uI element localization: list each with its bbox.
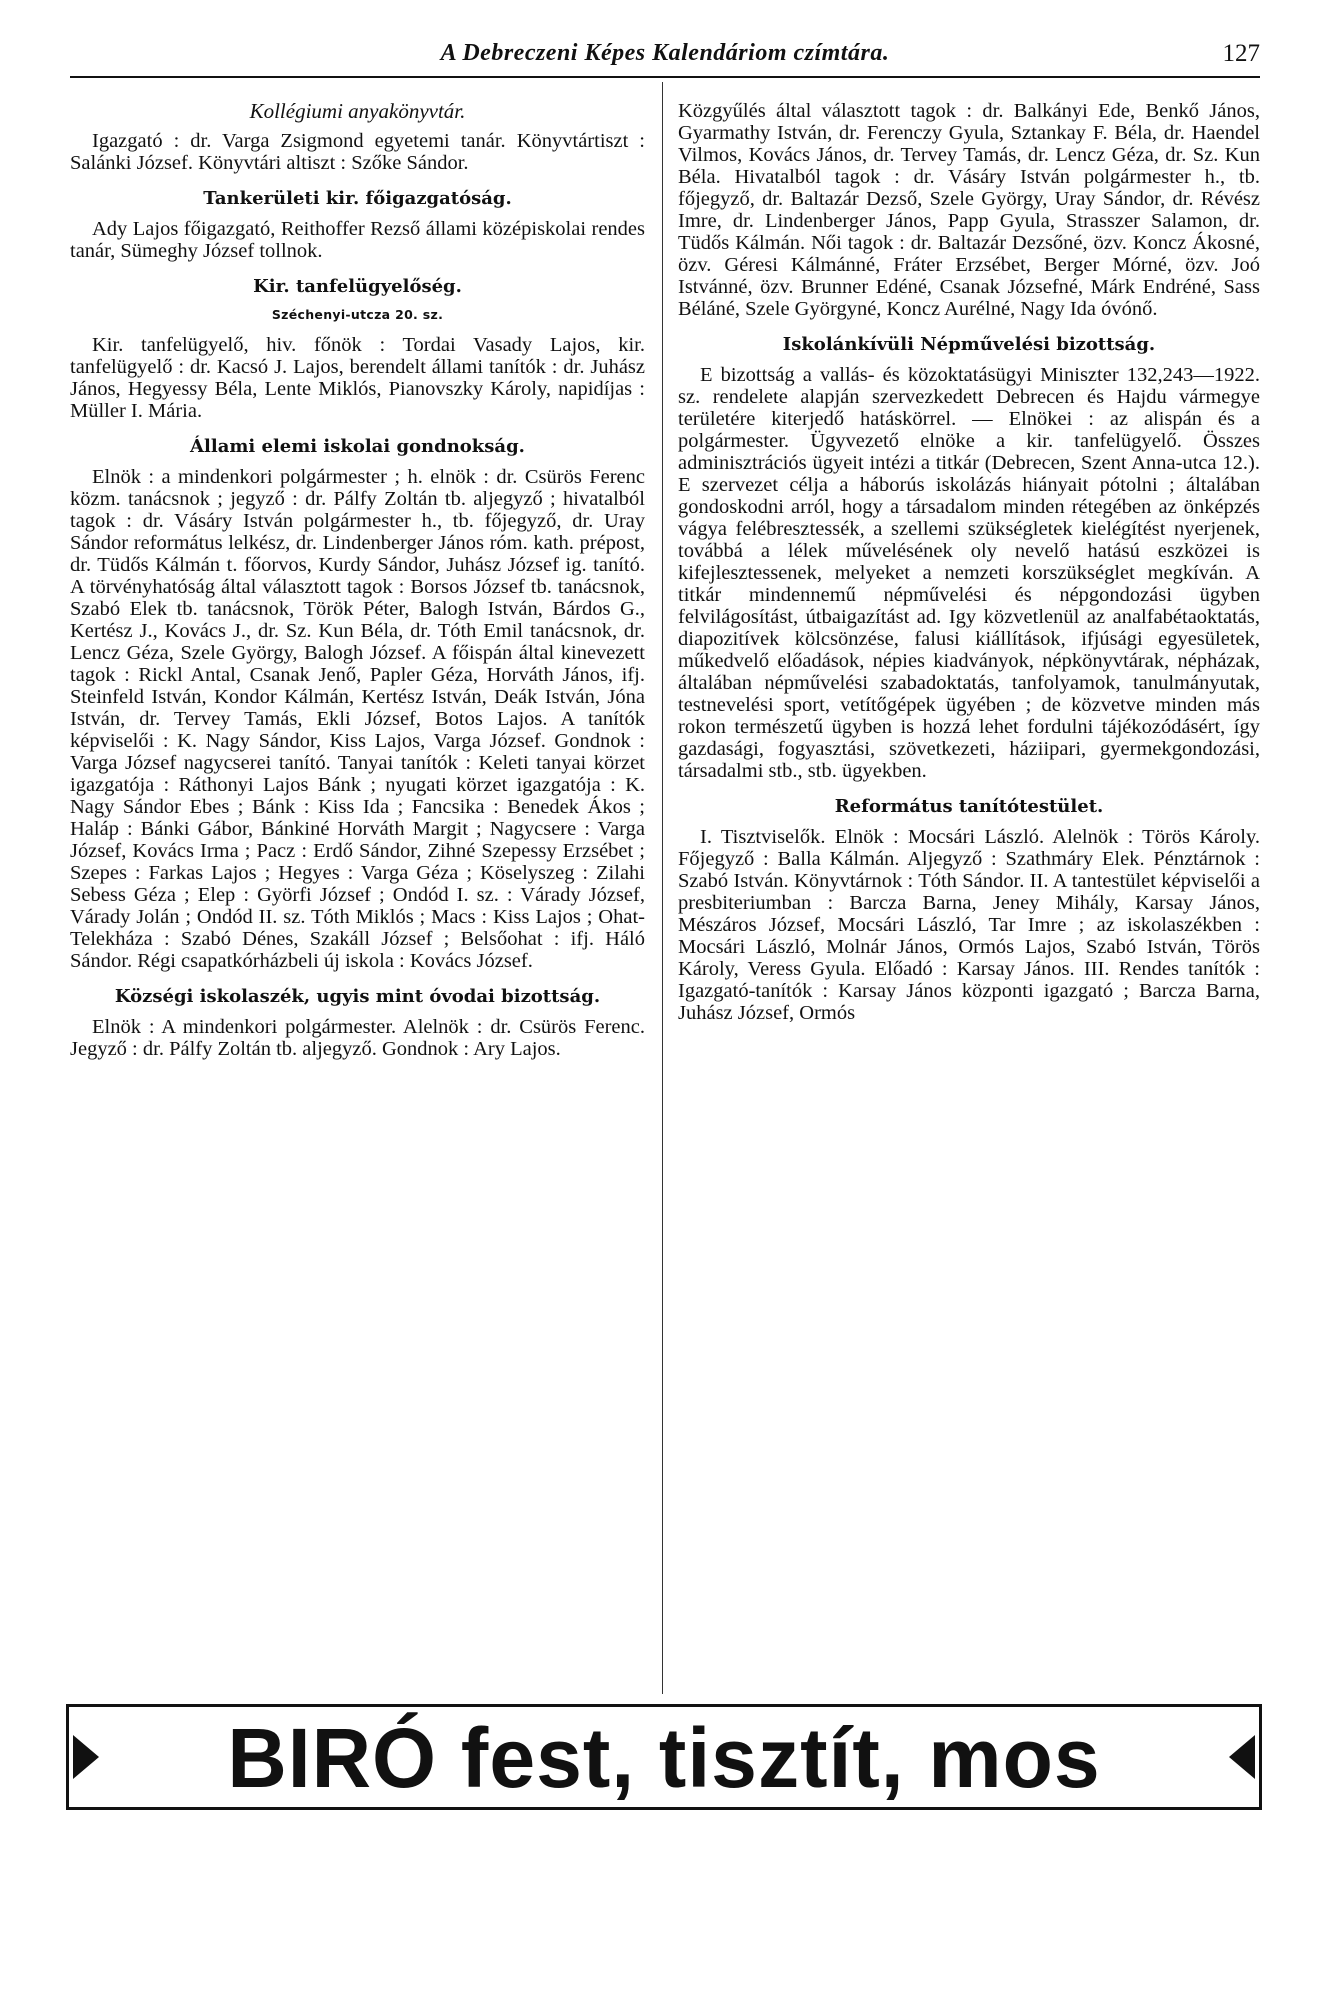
section-text-continued: Közgyűlés által választott tagok : dr. Balkányi Ede, Benkő János, Gyarmathy István, dr. Ferenczy Gyula, Sztankay F. Béla, dr. Haendel Vilmos, Kovács János, dr. Tervey Tamás, dr. Lencz Géza, dr. Sz. Kun Béla. Hivatalból tagok : dr. Vásáry István polgármester h., tb. főjegyző, dr. Baltazár Dezső, Szele György, Uray Sándor, dr. Révész Imre, dr. Lindenberger János, Papp Gyula, Strasszer Salamon, dr. Tüdős Kálmán. Női tagok : dr. Baltazár Dezsőné, özv. Koncz Ákosné, özv. Géresi Kálmánné, Fráter Erzsébet, Berger Mórné, özv. Joó Istvánné, özv. Brunner Edéné, Csanak Józsefné, Márk Endréné, Sass Béláné, Szele Györgyné, Koncz Aurélné, Nagy Ida óvónő. — [678, 100, 1260, 320]
advertisement-banner — [66, 1704, 1262, 1810]
running-title: A Debreczeni Képes Kalendáriom czímtára. — [440, 40, 890, 66]
page-header — [70, 38, 1260, 78]
section-text-nepmuvelesi-bizottsag: E bizottság a vallás- és közoktatásügyi Miniszter 132,243—1922. sz. rendelete alapján szervezkedett Debrecen és Hajdu vármegye területére kiterjedő hatáskörrel. — Elnökei : az alispán és a polgármester. Ügyvezető elnöke a kir. tanfelügyelő. Összes adminisztrációs ügyeit intézi a titkár (Debrecen, Szent Anna-utca 12.). E szervezet célja a háborús iskolázás hiányait pótolni ; általában gondoskodni arról, hogy a társadalom minden rétegében az önképzés vágya felébresztessék, a szellemi szükségletek kielégítést nyerjenek, továbbá a lélek művelésének oly nevelő hatású eszközei is kifejlesztessenek, melyeket a nemzeti korszükséglet megkíván. A titkár mindennemű népművelési és népgondozási ügyben felvilágosítást, útbaigazítást ad. Igy közvetlenül az analfabétaoktatás, diapozitívek kölcsönzése, falusi kiállítások, ifjúsági egyesületek, műkedvelő előadások, népies kiadványok, népkönyvtárak, népházak, általában népművelési szabadoktatás, tanfolyamok, tanulmányutak, testnevelési sport, vetítőgépek ügyében ; de közvetve minden más rokon természetű ügyben is hozzá lehet fordulni tájékozódásért, így gazdasági, fogyasztási, szövetkezeti, háziipari, gyermekgondozási, társadalmi stb., stb. ügyekben. — [678, 364, 1260, 782]
advertisement-text: BIRÓ fest, tisztít, mos — [227, 1711, 1101, 1805]
section-title-kollegiumi-anyakonyvtar: Kollégiumi anyakönyvtár. — [249, 99, 466, 123]
section-text-elemi-iskolai-gondnoksag: Elnök : a mindenkori polgármester ; h. elnök : dr. Csürös Ferenc közm. tanácsnok ; jegyző : dr. Pálfy Zoltán tb. aljegyző ; hivatalból tagok : dr. Vásáry István polgármester h., tb. főjegyző, dr. Uray Sándor református lelkész, dr. Lindenberger János róm. kath. prépost, dr. Tüdős Kálmán t. főorvos, Kurdy Sándor, Juhász József ig. tanító. A törvényhatóság által választott tagok : Borsos József tb. tanácsnok, Szabó Elek tb. tanácsnok, Török Péter, Balogh István, Bárdos G., Kertész J., Kovács J., dr. Sz. Kun Béla, dr. Tóth Emil tanácsnok, dr. Lencz Géza, Szele György, Balogh József. A főispán által kinevezett tagok : Rickl Antal, Csanak Jenő, Papler Géza, Horváth János, ifj. Steinfeld István, Kondor Kálmán, Kertész István, Deák István, Jóna István, dr. Tervey Tamás, Ekli József, Botos Lajos. A tanítók képviselői : K. Nagy Sándor, Kiss Lajos, Varga József. Gondnok : Varga József nagycserei tanító. Tanyai tanítók : Keleti tanyai körzet igazgatója : Ráthonyi Lajos Bánk ; nyugati körzet igazgatója : K. Nagy Sándor Ebes ; Bánk : Kiss Ida ; Fancsika : Benedek Ákos ; Haláp : Bánki Gábor, Bánkiné Horváth Margit ; Nagycsere : Varga József, Kovács Irma ; Pacz : Erdő Sándor, Zihné Szepessy Erzsébet ; Szepes : Farkas Lajos ; Hegyes : Varga Géza ; Köselyszeg : Zilahi Sebess Géza ; Elep : Györfi József ; Ondód I. sz. : Várady József, Várady Jolán ; Ondód II. sz. Tóth Miklós ; Macs : Kiss Lajos ; Ohat-Telekháza : Szabó Dénes, Szakáll József ; Belsőohat : ifj. Háló Sándor. Régi csapatkórházbeli új iskola : Kovács József. — [70, 466, 645, 972]
header-rule — [70, 76, 1260, 78]
section-text-tanfelugyeloseg: Kir. tanfelügyelő, hiv. főnök : Tordai Vasady Lajos, kir. tanfelügyelő : dr. Kacsó J. Lajos, berendelt állami tanítók : dr. Juhász János, Hegyessy Béla, Lente Miklós, Pianovszky Károly, napidíjas : Müller I. Mária. — [70, 334, 645, 422]
section-title-reformatus-tanitotestulet: Református tanítótestület. — [834, 796, 1104, 817]
left-column — [70, 100, 645, 1064]
section-text-reformatus-tanitotestulet: I. Tisztviselők. Elnök : Mocsári László. Alelnök : Törös Károly. Főjegyző : Balla Kálmán. Aljegyző : Szathmáry Elek. Pénztárnok : Szabó István. Könyvtárnok : Tóth Sándor. II. A tantestület képviselői a presbiteriumban : Barcza Barna, Jeney Mihály, Karsay János, Mészáros József, Mocsári László, Tar Imre ; az iskolaszékben : Mocsári László, Molnár János, Ormós Lajos, Szabó István, Törös Károly, Veress Gyula. Előadó : Karsay János. III. Rendes tanítók : Igazgató-tanítók : Karsay János központi igazgató ; Barcza Barna, Juhász József, Ormós — [678, 826, 1260, 1024]
section-title-elemi-iskolai-gondnoksag: Állami elemi iskolai gondnokság. — [190, 436, 525, 457]
arrow-right-icon — [1229, 1735, 1255, 1779]
section-title-tankeruleti-foigazgatosag: Tankerületi kir. főigazgatóság. — [203, 188, 512, 209]
page-number: 127 — [1222, 40, 1260, 67]
section-text-tankeruleti-foigazgatosag: Ady Lajos főigazgató, Reithoffer Rezső állami középiskolai rendes tanár, Sümeghy József tollnok. — [70, 218, 645, 262]
right-column — [678, 100, 1260, 1028]
section-text-kozsegi-iskolaszek: Elnök : A mindenkori polgármester. Alelnök : dr. Csürös Ferenc. Jegyző : dr. Pálfy Zoltán tb. aljegyző. Gondnok : Ary Lajos. — [70, 1016, 645, 1060]
section-address-tanfelugyeloseg: Széchenyi-utcza 20. sz. — [271, 307, 444, 322]
section-title-tanfelugyeloseg: Kir. tanfelügyelőség. — [253, 276, 462, 297]
section-title-kozsegi-iskolaszek: Községi iskolaszék, ugyis mint óvodai bizottság. — [114, 986, 601, 1007]
column-divider — [662, 82, 663, 1694]
section-text-kollegiumi-anyakonyvtar: Igazgató : dr. Varga Zsigmond egyetemi tanár. Könyvtártiszt : Salánki József. Könyvtári altiszt : Szőke Sándor. — [70, 130, 645, 174]
section-title-nepmuvelesi-bizottsag: Iskolánkívüli Népművelési bizottság. — [782, 334, 1156, 355]
